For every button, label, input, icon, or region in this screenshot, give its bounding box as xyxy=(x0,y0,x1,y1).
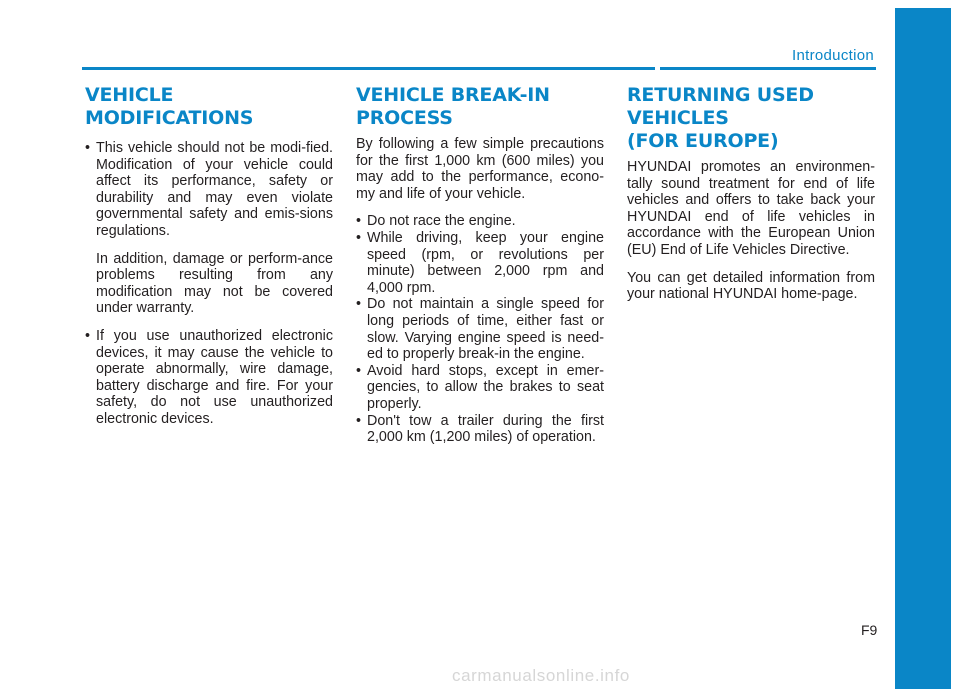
list-item: • Do not maintain a single speed for long periods of time, either fast or slow. Varying engine speed is need-ed to properly break-in the engine. xyxy=(356,296,604,362)
list-item: • If you use unauthorized electronic devices, it may cause the vehicle to operate abnormally, wire damage, battery discharge and fire. For your safety, do not use unauthorized electronic devices. xyxy=(85,328,333,428)
returning-vehicles-paragraph: HYUNDAI promotes an environmen-tally sound treatment for end of life vehicles and offers to take back your HYUNDAI end of life vehicles in accordance with the European Union (EU) End of Life Vehicles Directive. xyxy=(627,159,875,258)
list-item: • This vehicle should not be modi-fied. Modification of your vehicle could affect its performance, safety or durability and may even violate governmental safety and emis-sions regulations. xyxy=(85,140,333,240)
page-number: F9 xyxy=(861,622,878,638)
returning-vehicles-paragraph: You can get detailed information from your national HYUNDAI home-page. xyxy=(627,269,875,303)
break-in-intro: By following a few simple precautions for the first 1,000 km (600 miles) you may add to the performance, econo-my and life of your vehicle. xyxy=(356,136,604,202)
list-item: • Avoid hard stops, except in emer-gencies, to allow the brakes to seat properly. xyxy=(356,363,604,413)
returning-vehicles-column xyxy=(627,84,875,314)
list-item: • While driving, keep your engine speed (rpm, or revolutions per minute) between 2,000 rpm and 4,000 rpm. xyxy=(356,230,604,296)
list-item: • Don't tow a trailer during the first 2,000 km (1,200 miles) of operation. xyxy=(356,413,604,446)
chapter-side-tab xyxy=(895,8,951,689)
vehicle-modifications-heading: VEHICLE MODIFICATIONS xyxy=(85,84,254,129)
header-rule-left xyxy=(82,67,655,70)
modification-warranty-note: In addition, damage or perform-ance problems resulting from any modification may not be covered under warranty. xyxy=(96,250,333,317)
watermark: carmanualsonline.info xyxy=(452,666,630,685)
break-in-heading: VEHICLE BREAK-IN PROCESS xyxy=(356,84,550,129)
returning-vehicles-heading: RETURNING USED VEHICLES (FOR EUROPE) xyxy=(627,84,814,152)
vehicle-modifications-list-continued xyxy=(85,328,333,428)
list-item: • Do not race the engine. xyxy=(356,213,604,230)
break-in-column xyxy=(356,84,604,457)
break-in-list xyxy=(356,213,604,445)
vehicle-modifications-column xyxy=(85,84,333,439)
section-title: Introduction xyxy=(792,47,874,64)
header-rule-right xyxy=(660,67,876,70)
vehicle-modifications-list xyxy=(85,140,333,240)
